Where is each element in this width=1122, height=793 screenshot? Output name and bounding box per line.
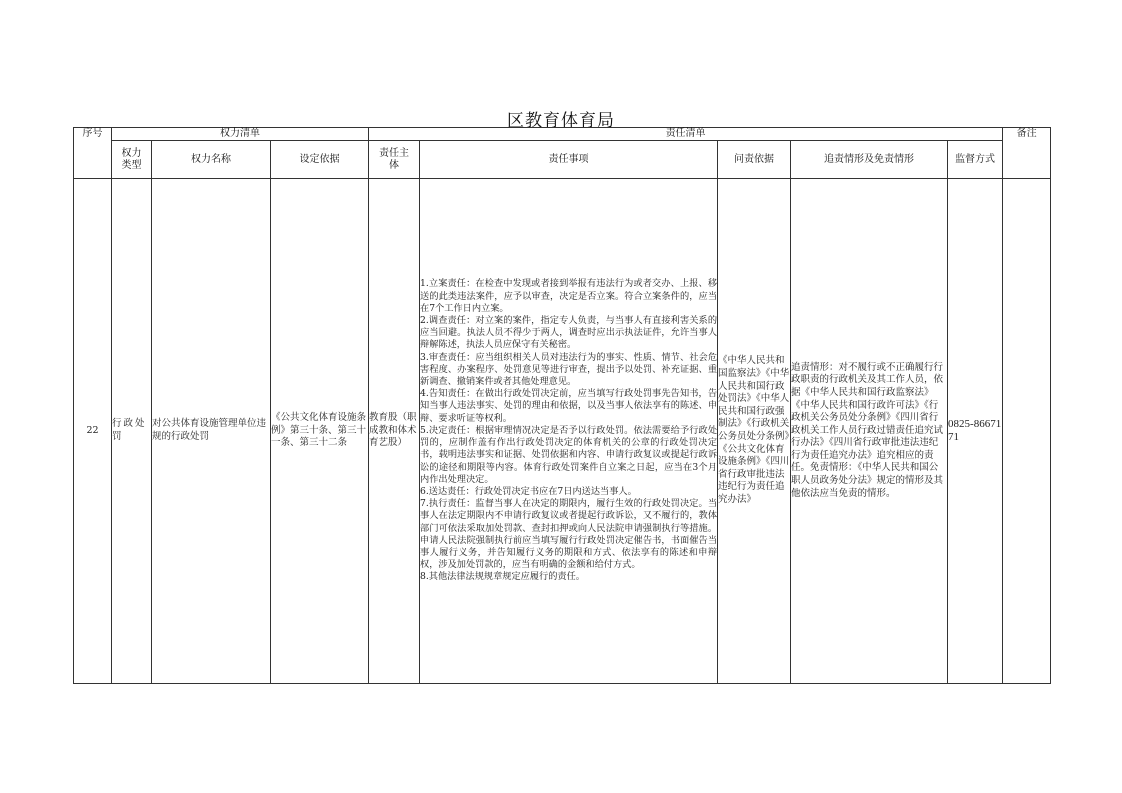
- matter-item: 8.其他法律法规规章规定应履行的责任。: [420, 571, 585, 583]
- page-title: 区教育体育局: [507, 111, 615, 131]
- row-power-type-text: 行政处罚: [112, 418, 147, 442]
- matter-item: 2.调查责任：对立案的案件，指定专人负责，与当事人有直接利害关系的应当回避。执法人员不得少于两人，调查时应出示执法证件，允许当事人辩解陈述，执法人员应保守有关秘密。: [420, 315, 718, 351]
- row-basis: 《公共文化体育设施条例》第三十条、第三十一条、第三十二条: [271, 179, 369, 684]
- matter-item: 5.决定责任：根据审理情况决定是否予以行政处罚。依法需要给予行政处罚的，应制作盖有作出行政处罚决定的体育机关的公章的行政处罚决定书，载明违法事实和证据、处罚依据和内容、申请行政复议或提起行政诉讼的途径和期限等内容。体育行政处罚案件自立案之日起，应当在3个月内作出处理决定。: [420, 424, 718, 485]
- row-subject: 教育股（职成教和体术育艺股）: [369, 179, 420, 684]
- header-liability: 追责情形及免责情形: [791, 141, 948, 179]
- header-basis: 设定依据: [271, 141, 369, 179]
- row-matters: [420, 179, 718, 684]
- row-power-name: 对公共体育设施管理单位违规的行政处罚: [152, 179, 271, 684]
- matter-item: 4.告知责任：在做出行政处罚决定前，应当填写行政处罚事先告知书，告知当事人违法事实、处罚的理由和依据，以及当事人依法享有的陈述、申辩、要求听证等权利。: [420, 388, 718, 424]
- header-accountability-basis: 问责依据: [718, 141, 791, 179]
- header-power-type: 权力类型: [112, 141, 152, 179]
- matter-item: 7.执行责任：监督当事人在决定的期限内，履行生效的行政处罚决定。当事人在法定期限内不申请行政复议或者提起行政诉讼，又不履行的，教体部门可依法采取加处罚款、查封扣押或向人民法院申请强制执行等措施。申请人民法院强制执行前应当填写履行行政处罚决定催告书，书面催告当事人履行义务，并告知履行义务的期限和方式、依法享有的陈述和申辩权，涉及加处罚款的，应当有明确的金额和给付方式。: [420, 498, 718, 571]
- row-supervision: 0825-8667171: [948, 179, 1003, 684]
- header-remarks: 备注: [1003, 128, 1051, 179]
- header-subject: 责任主体: [369, 141, 420, 179]
- header-power-name: 权力名称: [152, 141, 271, 179]
- header-row-groups: [74, 128, 1051, 141]
- matter-item: 1.立案责任：在检查中发现或者接到举报有违法行为或者交办、上报、移送的此类违法案件，应予以审查，决定是否立案。符合立案条件的，应当在7个工作日内立案。: [420, 278, 718, 314]
- row-accountability-basis: 《中华人民共和国监察法》《中华人民共和国行政处罚法》《中华人民共和国行政强制法》《行政机关公务员处分条例》《公共文化体育设施条例》《四川省行政审批违法违纪行为责任追究办法》: [718, 179, 791, 684]
- row-seq: 22: [74, 179, 112, 684]
- row-liability: 追责情形：对不履行或不正确履行行政职责的行政机关及其工作人员，依据《中华人民共和国行政监察法》《中华人民共和国行政许可法》《行政机关公务员处分条例》《四川省行政机关工作人员行政过错责任追究试行办法》《四川省行政审批违法违纪行为责任追究办法》追究相应的责任。免责情形：《中华人民共和国公职人员政务处分法》规定的情形及其他依法应当免责的情形。: [791, 179, 948, 684]
- header-matters: 责任事项: [420, 141, 718, 179]
- power-responsibility-table: [73, 127, 1051, 684]
- header-seq: 序号: [74, 128, 112, 179]
- row-remarks: [1003, 179, 1051, 684]
- header-responsibility-list: 责任清单: [369, 128, 1003, 141]
- header-supervision: 监督方式: [948, 141, 1003, 179]
- header-power-list: 权力清单: [112, 128, 369, 141]
- matter-item: 6.送达责任：行政处罚决定书应在7日内送达当事人。: [420, 485, 637, 497]
- header-row-columns: [74, 141, 1051, 179]
- matter-item: 3.审查责任：应当组织相关人员对违法行为的事实、性质、情节、社会危害程度、办案程序、处罚意见等进行审查，提出予以处罚、补充证据、重新调查、撤销案件或者其他处理意见。: [420, 351, 718, 388]
- table-row: [74, 179, 1051, 684]
- row-power-type: [112, 179, 152, 684]
